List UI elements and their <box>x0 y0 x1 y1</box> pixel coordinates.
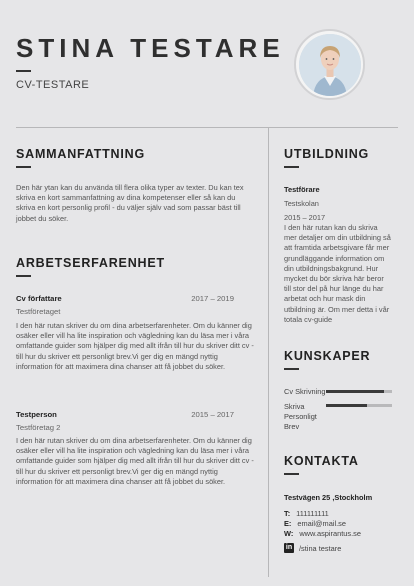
column-divider <box>268 127 269 577</box>
contact-phone <box>284 509 329 518</box>
job-title: Cv författare <box>16 294 62 303</box>
skill-level-bar <box>326 404 392 407</box>
linkedin-icon[interactable]: in <box>285 544 293 551</box>
web-label: W: <box>284 529 294 538</box>
experience-heading: ARBETSERFARENHET <box>16 256 165 270</box>
summary-heading-underline <box>16 166 31 168</box>
skill-level-fill <box>326 390 384 393</box>
education-description: I den här rutan kan du skriva mer detaljer om din utbildning så att framtida arbetsgivare får mer grundläggande information om din utbildningsbakgrund. Hur mycket du bör skriva här beror till stor del på hur länge du har arbetat och hur mask din utbildning är. Om mer detta i vår totala cv-guide <box>284 223 391 324</box>
phone-label: T: <box>284 509 291 518</box>
profile-photo <box>299 34 361 96</box>
skills-heading-underline <box>284 368 299 370</box>
candidate-role: CV-TESTARE <box>16 79 90 91</box>
contact-address: Testvägen 25 ,Stockholm <box>284 493 373 502</box>
education-title: Testförare <box>284 185 320 194</box>
education-school: Testskolan <box>284 199 319 208</box>
name-underline <box>16 70 31 72</box>
job-title: Testperson <box>16 410 57 419</box>
phone-value: 111111111 <box>296 509 329 518</box>
contact-email[interactable] <box>284 519 346 528</box>
contact-heading: KONTAKTA <box>284 454 359 468</box>
contact-web[interactable] <box>284 529 361 538</box>
job-company: Testföretag 2 <box>16 423 61 432</box>
job-dates: 2015 – 2017 <box>191 410 234 419</box>
skills-heading: KUNSKAPER <box>284 349 371 363</box>
job-dates: 2017 – 2019 <box>191 294 234 303</box>
education-heading-underline <box>284 166 299 168</box>
web-value[interactable]: www.aspirantus.se <box>299 529 361 538</box>
profile-photo-frame <box>294 29 365 100</box>
skill-name: Skriva Personligt Brev <box>284 402 317 431</box>
summary-heading: SAMMANFATTNING <box>16 147 146 161</box>
candidate-name: STINA TESTARE <box>16 33 285 63</box>
email-label: E: <box>284 519 292 528</box>
experience-heading-underline <box>16 275 31 277</box>
skill-level-fill <box>326 404 367 407</box>
linkedin-handle[interactable]: /stina testare <box>299 544 342 553</box>
education-heading: UTBILDNING <box>284 147 370 161</box>
job-company: Testföretaget <box>16 307 61 316</box>
job-description: I den här rutan skriver du om dina arbetserfarenheter. Om du känner dig osäker eller vill ha lite inspiration och vägledning kan du läsa mer i våra omfattande guider som hjälper dig med allt ifrån till hur du skriver ditt cv - till hur du skriver ett personligt brev.Vi ger dig en mängd nyttig information för att maximera dina chanser att få jobbet du söker. <box>16 321 254 371</box>
header-divider <box>16 127 398 128</box>
summary-text: Den här ytan kan du använda till flera olika typer av texter. Du kan tex skriva en kort sammanfattning av dina kompetenser eller så kan du skriva en kort personlig profil - du väljer själv vad som passar bäst till jobbet du söker. <box>16 183 244 223</box>
skill-name: Cv Skrivning <box>284 387 326 396</box>
contact-heading-underline <box>284 473 299 475</box>
education-dates: 2015 – 2017 <box>284 213 326 222</box>
email-value[interactable]: email@mail.se <box>297 519 346 528</box>
job-description: I den här rutan skriver du om dina arbetserfarenheter. Om du känner dig osäker eller vill ha lite inspiration och vägledning kan du läsa mer i våra omfattande guider som hjälper dig med allt ifrån till hur du skriver ditt cv - till hur du skriver ett personligt brev.Vi ger dig en mängd nyttig information för att maximera dina chanser att få jobbet du söker. <box>16 436 254 486</box>
skill-level-bar <box>326 390 392 393</box>
